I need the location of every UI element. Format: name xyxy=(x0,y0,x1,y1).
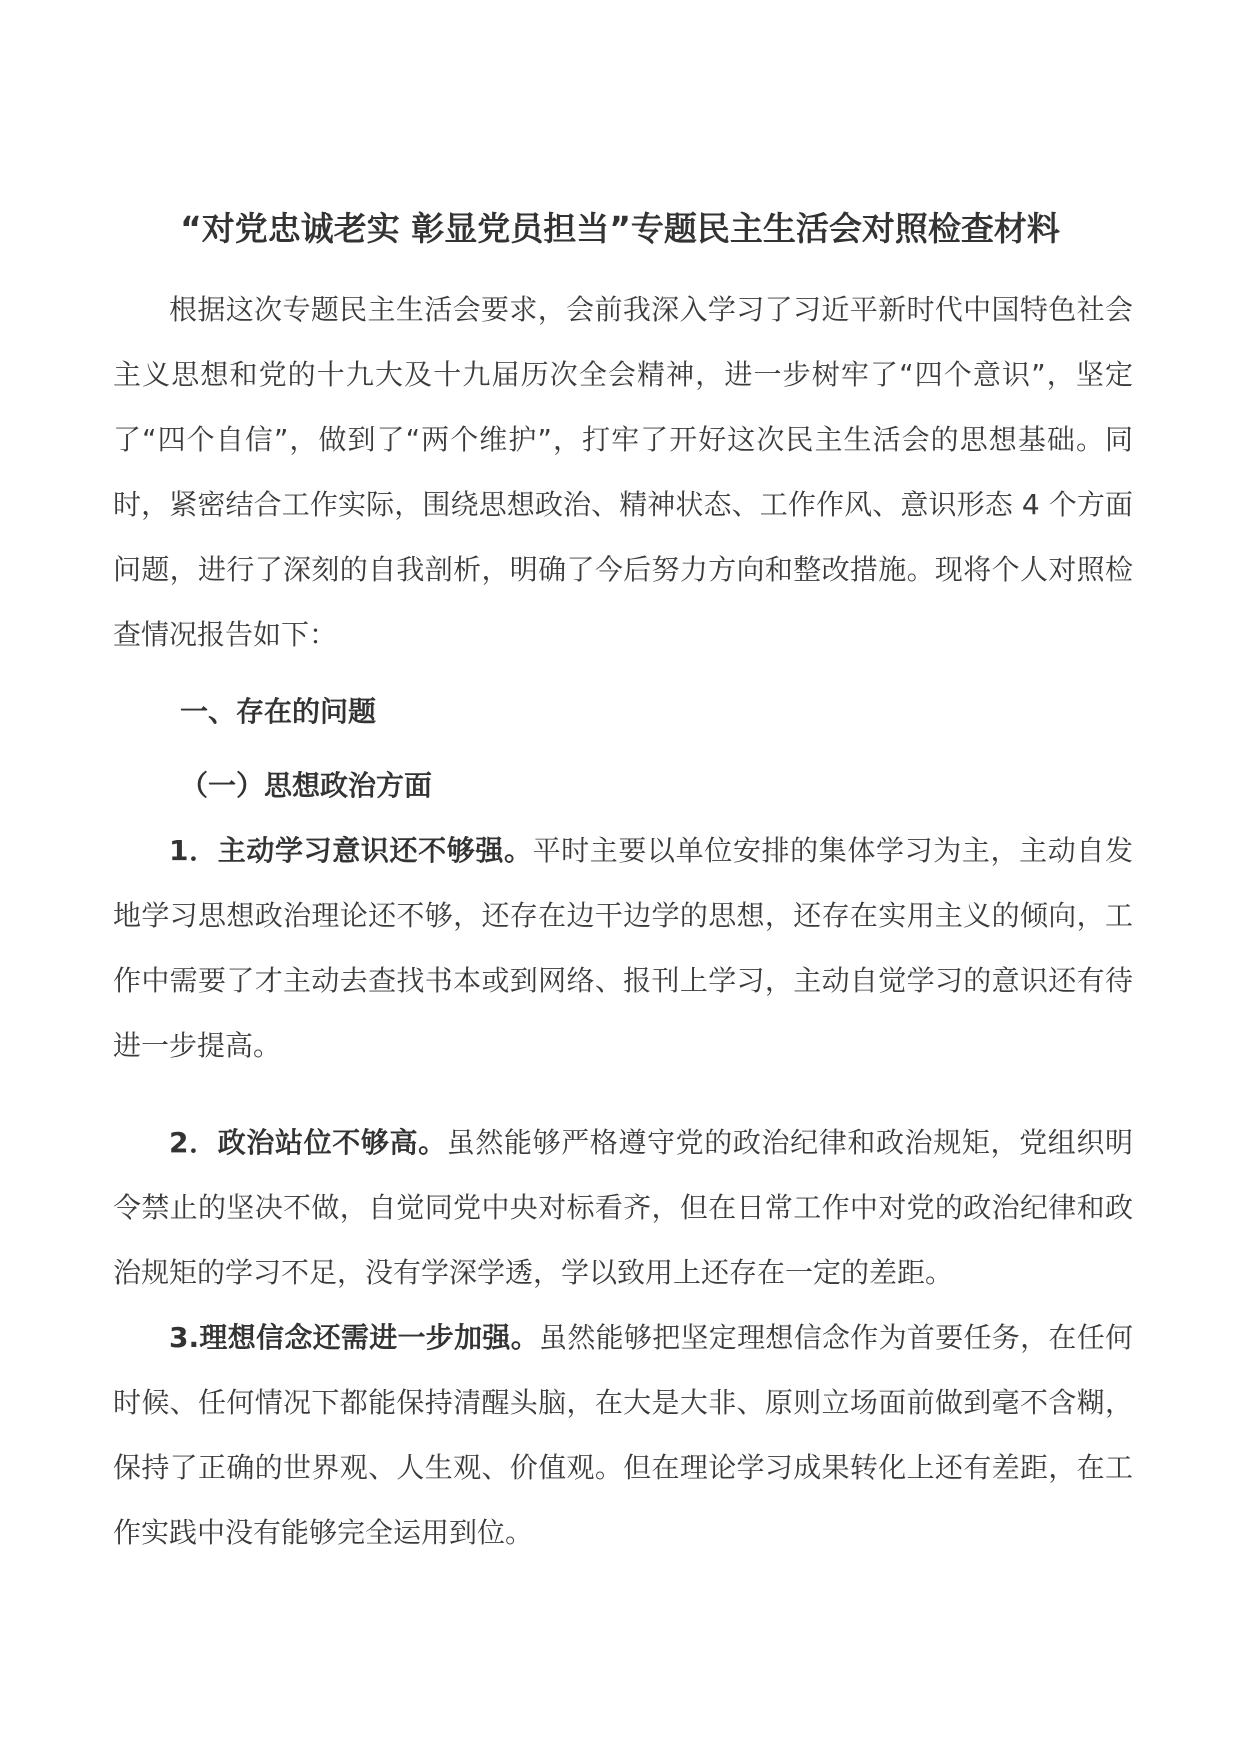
problem-item-1-lead: 1．主动学习意识还不够强。 xyxy=(169,834,533,867)
problem-item-2-text: 虽然能够严格遵守党的政治纪律和政治规矩，党组织明令禁止的坚决不做，自觉同党中央对标看齐，但在日常工作中对党的政治纪律和政治规矩的学习不足，没有学深学透，学以致用上还存在一定的差距。 xyxy=(113,1126,1133,1289)
section-heading: 一、存在的问题 xyxy=(180,695,377,728)
document-title: “对党忠诚老实 彰显党员担当”专题民主生活会对照检查材料 xyxy=(180,209,1060,248)
problem-item-2 xyxy=(113,1110,1133,1305)
problem-item-1-text: 平时主要以单位安排的集体学习为主，主动自发地学习思想政治理论还不够，还存在边干边学的思想，还存在实用主义的倾向，工作中需要了才主动去查找书本或到网络、报刊上学习，主动自觉学习的意识还有待进一步提高。 xyxy=(113,834,1133,1062)
intro-paragraph: 根据这次专题民主生活会要求，会前我深入学习了习近平新时代中国特色社会主义思想和党的十九大及十九届历次全会精神，进一步树牢了“四个意识”，坚定了“四个自信”，做到了“两个维护”，打牢了开好这次民主生活会的思想基础。同时，紧密结合工作实际，围绕思想政治、精神状态、工作作风、意识形态 4 个方面问题，进行了深刻的自我剖析，明确了今后努力方向和整改措施。现将个人对照检查情况报告如下： xyxy=(113,293,1133,651)
problem-item-1 xyxy=(113,818,1133,1078)
problem-item-2-lead: 2．政治站位不够高。 xyxy=(169,1126,447,1159)
problem-item-3 xyxy=(113,1305,1133,1565)
problem-item-3-text: 虽然能够把坚定理想信念作为首要任务，在任何时候、任何情况下都能保持清醒头脑，在大是大非、原则立场面前做到毫不含糊，保持了正确的世界观、人生观、价值观。但在理论学习成果转化上还有差距，在工作实践中没有能够完全运用到位。 xyxy=(113,1321,1133,1549)
problem-item-3-lead: 3.理想信念还需进一步加强。 xyxy=(169,1321,540,1354)
subsection-heading: （一）思想政治方面 xyxy=(180,769,433,802)
